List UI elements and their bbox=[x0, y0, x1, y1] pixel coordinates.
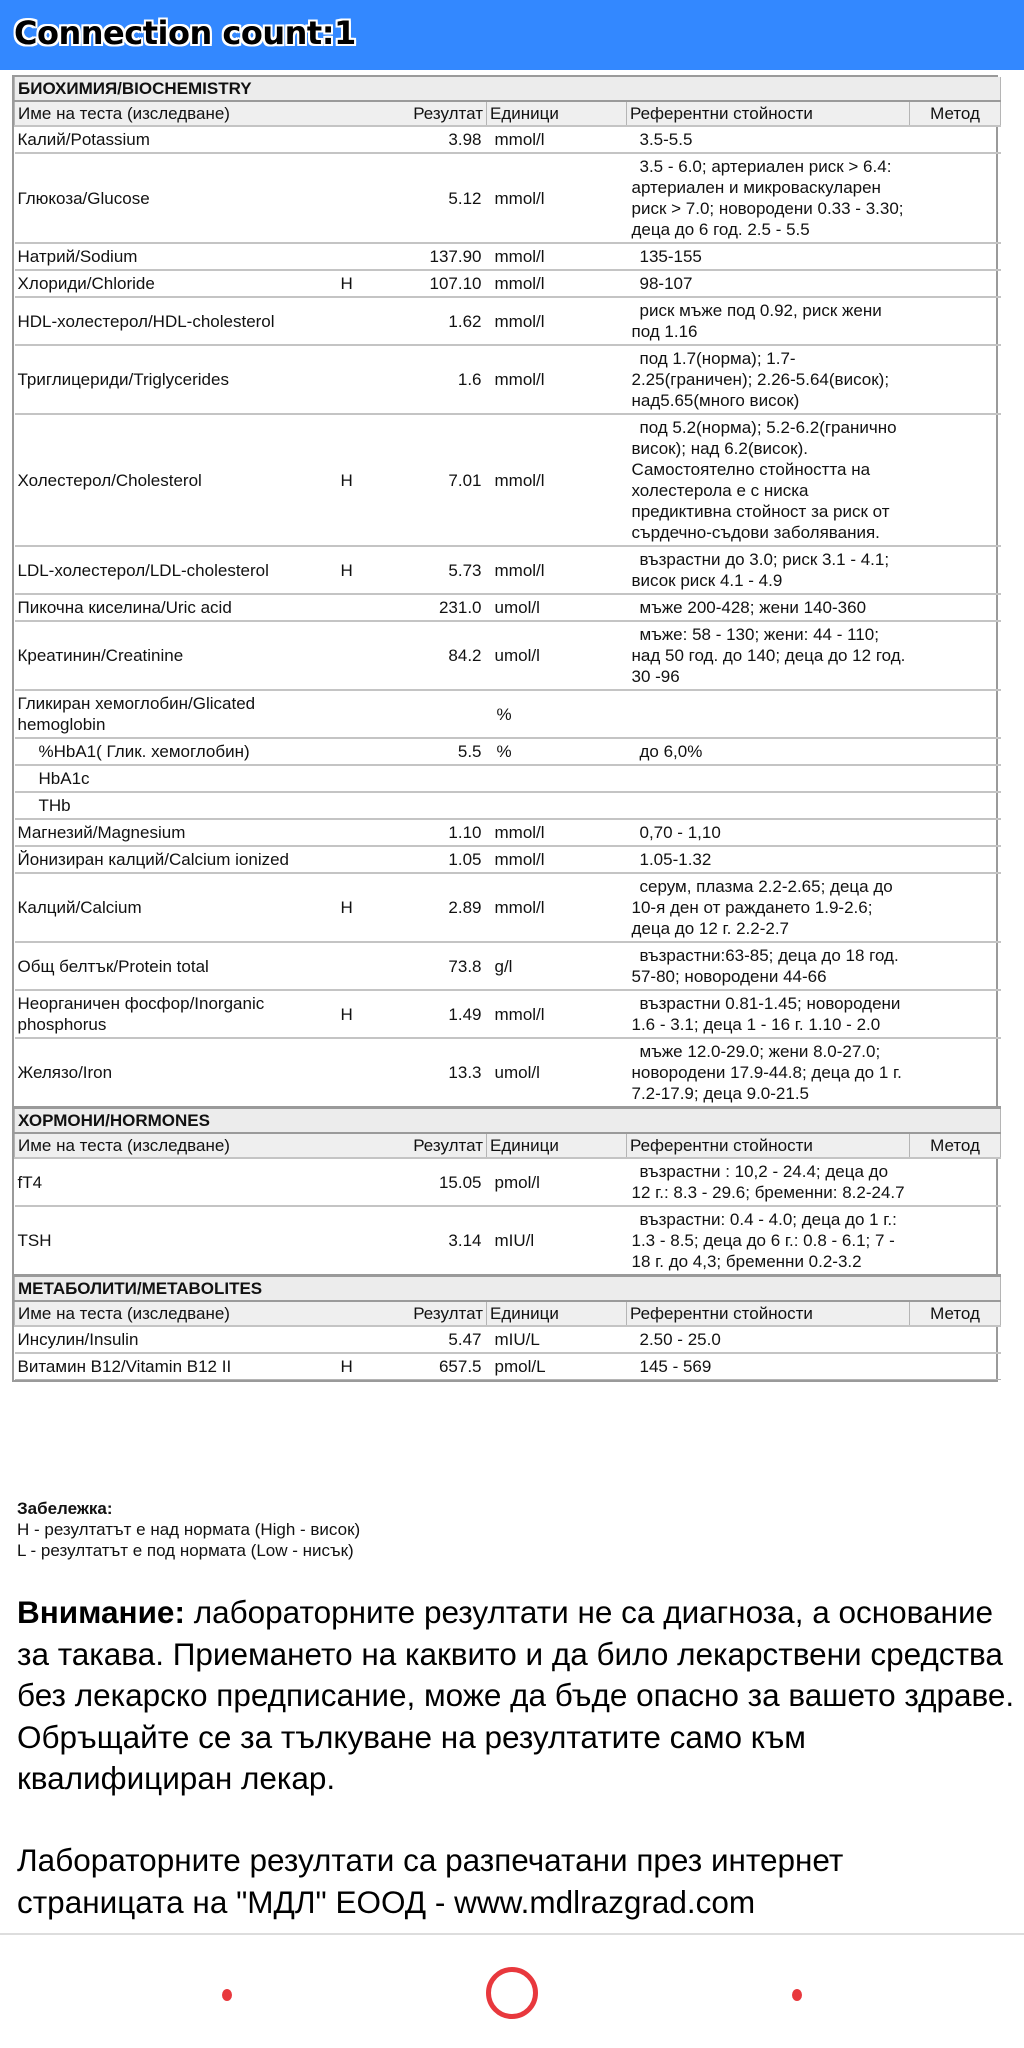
result-value: 2.89 bbox=[392, 873, 487, 942]
reference-range: до 6,0% bbox=[627, 738, 910, 765]
section-title: ХОРМОНИ/HORMONES bbox=[15, 1108, 1001, 1134]
test-name: Инсулин/Insulin bbox=[15, 1326, 337, 1353]
reference-range: под 1.7(норма); 1.7-2.25(граничен); 2.26-5.64(висок); над5.65(много висок) bbox=[627, 345, 910, 414]
reference-range: 135-155 bbox=[627, 243, 910, 270]
result-flag bbox=[337, 690, 392, 738]
result-value: 1.05 bbox=[392, 846, 487, 873]
result-flag bbox=[337, 153, 392, 243]
reference-range: възрастни до 3.0; риск 3.1 - 4.1; висок риск 4.1 - 4.9 bbox=[627, 546, 910, 594]
test-name: Йонизиран калций/Calcium ionized bbox=[15, 846, 337, 873]
reference-range: 1.05-1.32 bbox=[627, 846, 910, 873]
result-flag bbox=[337, 1326, 392, 1353]
result-units: pmol/L bbox=[487, 1353, 627, 1380]
test-name: HbA1c bbox=[15, 765, 337, 792]
result-value: 84.2 bbox=[392, 621, 487, 690]
reference-range bbox=[627, 765, 910, 792]
warning-paragraph bbox=[17, 1592, 1017, 1800]
table-row bbox=[15, 1353, 1001, 1380]
result-flag bbox=[337, 942, 392, 990]
reference-range: 145 - 569 bbox=[627, 1353, 910, 1380]
col-header-name: Име на теста (изследване) bbox=[15, 1133, 337, 1158]
section-header bbox=[15, 77, 1001, 101]
warning-label: Внимание: bbox=[17, 1594, 185, 1630]
test-name: Креатинин/Creatinine bbox=[15, 621, 337, 690]
warning-text: лабораторните резултати не са диагноза, а основание за такава. Приемането на каквито и да било лекарствени средства без лекарско предписание, може да бъде опасно за вашето здраве. Обръщайте се за тълкуване на резултатите само към квалифициран лекар. bbox=[17, 1594, 1015, 1796]
method bbox=[910, 594, 1001, 621]
method bbox=[910, 846, 1001, 873]
table-row bbox=[15, 594, 1001, 621]
test-name: %HbA1( Глик. хемоглобин) bbox=[15, 738, 337, 765]
section-header bbox=[15, 1108, 1001, 1134]
col-header-result: Резултат bbox=[337, 1301, 487, 1326]
result-value: 3.98 bbox=[392, 126, 487, 153]
table-row bbox=[15, 243, 1001, 270]
reference-range: мъже 200-428; жени 140-360 bbox=[627, 594, 910, 621]
result-flag: H bbox=[337, 414, 392, 546]
result-value bbox=[392, 765, 487, 792]
method bbox=[910, 414, 1001, 546]
result-units bbox=[487, 765, 627, 792]
printed-from-note: Лабораторните резултати са разпечатани през интернет страницата на "МДЛ" ЕООД - www.mdlrazgrad.com bbox=[17, 1842, 844, 1920]
result-flag bbox=[337, 126, 392, 153]
result-flag bbox=[337, 819, 392, 846]
reference-range: възрастни:63-85; деца до 18 год. 57-80; новородени 44-66 bbox=[627, 942, 910, 990]
result-units: mIU/L bbox=[487, 1326, 627, 1353]
table-row bbox=[15, 942, 1001, 990]
result-flag bbox=[337, 765, 392, 792]
home-icon[interactable] bbox=[486, 1967, 538, 2019]
result-units: mmol/l bbox=[487, 873, 627, 942]
test-name: fT4 bbox=[15, 1158, 337, 1206]
method bbox=[910, 1158, 1001, 1206]
method bbox=[910, 1206, 1001, 1276]
result-units: mmol/l bbox=[487, 414, 627, 546]
col-header-reference: Референтни стойности bbox=[627, 1133, 910, 1158]
result-flag bbox=[337, 792, 392, 819]
column-header-row bbox=[15, 101, 1001, 126]
result-value: 5.12 bbox=[392, 153, 487, 243]
method bbox=[910, 345, 1001, 414]
col-header-name: Име на теста (изследване) bbox=[15, 1301, 337, 1326]
reference-range: 2.50 - 25.0 bbox=[627, 1326, 910, 1353]
col-header-result: Резултат bbox=[337, 1133, 487, 1158]
reference-range: серум, плазма 2.2-2.65; деца до 10-я ден от раждането 1.9-2.6; деца до 12 г. 2.2-2.7 bbox=[627, 873, 910, 942]
reference-range: възрастни: 0.4 - 4.0; деца до 1 г.: 1.3 - 8.5; деца до 6 г.: 0.8 - 6.1; 7 - 18 г. до 4,3; бременни 0.2-3.2 bbox=[627, 1206, 910, 1276]
method bbox=[910, 942, 1001, 990]
result-value: 231.0 bbox=[392, 594, 487, 621]
result-units: mmol/l bbox=[487, 270, 627, 297]
app-top-bar bbox=[0, 0, 1024, 70]
method bbox=[910, 690, 1001, 738]
col-header-units: Единици bbox=[487, 101, 627, 126]
reference-range bbox=[627, 690, 910, 738]
result-value: 107.10 bbox=[392, 270, 487, 297]
result-units: % bbox=[487, 690, 627, 738]
result-flag: H bbox=[337, 873, 392, 942]
method bbox=[910, 990, 1001, 1038]
method bbox=[910, 546, 1001, 594]
test-name: LDL-холестерол/LDL-cholesterol bbox=[15, 546, 337, 594]
table-row bbox=[15, 765, 1001, 792]
result-value: 7.01 bbox=[392, 414, 487, 546]
reference-range: възрастни : 10,2 - 24.4; деца до 12 г.: 8.3 - 29.6; бременни: 8.2-24.7 bbox=[627, 1158, 910, 1206]
result-units: mmol/l bbox=[487, 990, 627, 1038]
result-units: pmol/l bbox=[487, 1158, 627, 1206]
method bbox=[910, 1326, 1001, 1353]
result-flag bbox=[337, 621, 392, 690]
method bbox=[910, 1038, 1001, 1108]
result-units bbox=[487, 792, 627, 819]
method bbox=[910, 270, 1001, 297]
test-name: Калий/Potassium bbox=[15, 126, 337, 153]
table-row bbox=[15, 990, 1001, 1038]
test-name: Глюкоза/Glucose bbox=[15, 153, 337, 243]
lab-results-table bbox=[14, 77, 1001, 1380]
test-name: TSH bbox=[15, 1206, 337, 1276]
column-header-row bbox=[15, 1133, 1001, 1158]
result-units: umol/l bbox=[487, 621, 627, 690]
result-value: 13.3 bbox=[392, 1038, 487, 1108]
test-name: Неорганичен фосфор/Inorganic phosphorus bbox=[15, 990, 337, 1038]
result-flag bbox=[337, 846, 392, 873]
test-name: Холестерол/Cholesterol bbox=[15, 414, 337, 546]
test-name: Триглицериди/Triglycerides bbox=[15, 345, 337, 414]
system-nav-bar bbox=[0, 1933, 1024, 2048]
table-row bbox=[15, 345, 1001, 414]
col-header-units: Единици bbox=[487, 1133, 627, 1158]
reference-range: 3.5-5.5 bbox=[627, 126, 910, 153]
note-high: H - резултатът е над нормата (High - висок) bbox=[17, 1520, 361, 1539]
col-header-method: Метод bbox=[910, 1133, 1001, 1158]
result-flag: H bbox=[337, 1353, 392, 1380]
result-units: umol/l bbox=[487, 594, 627, 621]
result-units: mmol/l bbox=[487, 153, 627, 243]
col-header-reference: Референтни стойности bbox=[627, 1301, 910, 1326]
table-row bbox=[15, 546, 1001, 594]
test-name: Желязо/Iron bbox=[15, 1038, 337, 1108]
reference-range: риск мъже под 0.92, риск жени под 1.16 bbox=[627, 297, 910, 345]
reference-range: под 5.2(норма); 5.2-6.2(гранично висок); над 6.2(висок). Самостоятелно стойността на холестерола е с ниска предиктивна стойност за риск от сърдечно-съдови заболявания. bbox=[627, 414, 910, 546]
result-units: mmol/l bbox=[487, 819, 627, 846]
table-row bbox=[15, 153, 1001, 243]
result-value: 1.6 bbox=[392, 345, 487, 414]
result-value: 1.10 bbox=[392, 819, 487, 846]
table-row bbox=[15, 846, 1001, 873]
table-row bbox=[15, 1158, 1001, 1206]
col-header-method: Метод bbox=[910, 1301, 1001, 1326]
lab-results-report bbox=[12, 75, 998, 1382]
notes-title: Забележка: bbox=[17, 1499, 113, 1518]
method bbox=[910, 126, 1001, 153]
result-value: 3.14 bbox=[392, 1206, 487, 1276]
test-name: Общ белтък/Protein total bbox=[15, 942, 337, 990]
test-name: Гликиран хемоглобин/Glicated hemoglobin bbox=[15, 690, 337, 738]
reference-range bbox=[627, 792, 910, 819]
table-row bbox=[15, 690, 1001, 738]
result-units: mmol/l bbox=[487, 546, 627, 594]
section-header bbox=[15, 1276, 1001, 1302]
result-units: mmol/l bbox=[487, 297, 627, 345]
result-flag bbox=[337, 1206, 392, 1276]
result-flag: H bbox=[337, 270, 392, 297]
method bbox=[910, 153, 1001, 243]
test-name: Хлориди/Chloride bbox=[15, 270, 337, 297]
result-flag bbox=[337, 1158, 392, 1206]
result-units: % bbox=[487, 738, 627, 765]
method bbox=[910, 1353, 1001, 1380]
table-row bbox=[15, 819, 1001, 846]
table-row bbox=[15, 297, 1001, 345]
test-name: Натрий/Sodium bbox=[15, 243, 337, 270]
reference-range: 3.5 - 6.0; артериален риск > 6.4: артериален и микроваскуларен риск > 7.0; новородени 0.33 - 3.30; деца до 6 год. 2.5 - 5.5 bbox=[627, 153, 910, 243]
table-row bbox=[15, 1206, 1001, 1276]
result-value: 657.5 bbox=[392, 1353, 487, 1380]
result-flag bbox=[337, 738, 392, 765]
result-value: 5.47 bbox=[392, 1326, 487, 1353]
result-value bbox=[392, 690, 487, 738]
result-value: 1.62 bbox=[392, 297, 487, 345]
result-units: mmol/l bbox=[487, 846, 627, 873]
test-name: Магнезий/Magnesium bbox=[15, 819, 337, 846]
test-name: HDL-холестерол/HDL-cholesterol bbox=[15, 297, 337, 345]
col-header-reference: Референтни стойности bbox=[627, 101, 910, 126]
table-row bbox=[15, 738, 1001, 765]
table-row bbox=[15, 621, 1001, 690]
result-value: 73.8 bbox=[392, 942, 487, 990]
test-name: Витамин B12/Vitamin B12 II bbox=[15, 1353, 337, 1380]
recent-apps-icon[interactable] bbox=[792, 1989, 802, 2001]
table-row bbox=[15, 792, 1001, 819]
col-header-result: Резултат bbox=[337, 101, 487, 126]
result-flag bbox=[337, 1038, 392, 1108]
test-name: Калций/Calcium bbox=[15, 873, 337, 942]
col-header-units: Единици bbox=[487, 1301, 627, 1326]
result-value: 137.90 bbox=[392, 243, 487, 270]
method bbox=[910, 873, 1001, 942]
table-row bbox=[15, 270, 1001, 297]
notes-legend bbox=[17, 1498, 360, 1561]
result-units: umol/l bbox=[487, 1038, 627, 1108]
reference-range: възрастни 0.81-1.45; новородени 1.6 - 3.1; деца 1 - 16 г. 1.10 - 2.0 bbox=[627, 990, 910, 1038]
table-row bbox=[15, 873, 1001, 942]
result-flag: H bbox=[337, 546, 392, 594]
method bbox=[910, 765, 1001, 792]
table-row bbox=[15, 1326, 1001, 1353]
method bbox=[910, 621, 1001, 690]
test-name: Пикочна киселина/Uric acid bbox=[15, 594, 337, 621]
reference-range: 0,70 - 1,10 bbox=[627, 819, 910, 846]
result-value: 5.73 bbox=[392, 546, 487, 594]
result-units: mmol/l bbox=[487, 243, 627, 270]
result-flag bbox=[337, 345, 392, 414]
method bbox=[910, 738, 1001, 765]
result-units: g/l bbox=[487, 942, 627, 990]
method bbox=[910, 792, 1001, 819]
result-flag: H bbox=[337, 990, 392, 1038]
reference-range: 98-107 bbox=[627, 270, 910, 297]
column-header-row bbox=[15, 1301, 1001, 1326]
result-flag bbox=[337, 297, 392, 345]
result-value: 15.05 bbox=[392, 1158, 487, 1206]
method bbox=[910, 819, 1001, 846]
note-low: L - резултатът е под нормата (Low - нисък) bbox=[17, 1541, 354, 1560]
result-flag bbox=[337, 243, 392, 270]
table-row bbox=[15, 414, 1001, 546]
table-row bbox=[15, 126, 1001, 153]
back-icon[interactable] bbox=[222, 1989, 232, 2001]
method bbox=[910, 243, 1001, 270]
result-value bbox=[392, 792, 487, 819]
result-flag bbox=[337, 594, 392, 621]
method bbox=[910, 297, 1001, 345]
col-header-name: Име на теста (изследване) bbox=[15, 101, 337, 126]
result-value: 5.5 bbox=[392, 738, 487, 765]
result-units: mIU/l bbox=[487, 1206, 627, 1276]
result-units: mmol/l bbox=[487, 345, 627, 414]
reference-range: мъже: 58 - 130; жени: 44 - 110; над 50 год. до 140; деца до 12 год. 30 -96 bbox=[627, 621, 910, 690]
section-title: БИОХИМИЯ/BIOCHEMISTRY bbox=[15, 77, 1001, 101]
test-name: THb bbox=[15, 792, 337, 819]
table-row bbox=[15, 1038, 1001, 1108]
connection-count-label: Connection count:1 bbox=[14, 14, 356, 52]
section-title: МЕТАБОЛИТИ/METABOLITES bbox=[15, 1276, 1001, 1302]
result-value: 1.49 bbox=[392, 990, 487, 1038]
col-header-method: Метод bbox=[910, 101, 1001, 126]
result-units: mmol/l bbox=[487, 126, 627, 153]
reference-range: мъже 12.0-29.0; жени 8.0-27.0; новородени 17.9-44.8; деца до 1 г. 7.2-17.9; деца 9.0-21.5 bbox=[627, 1038, 910, 1108]
